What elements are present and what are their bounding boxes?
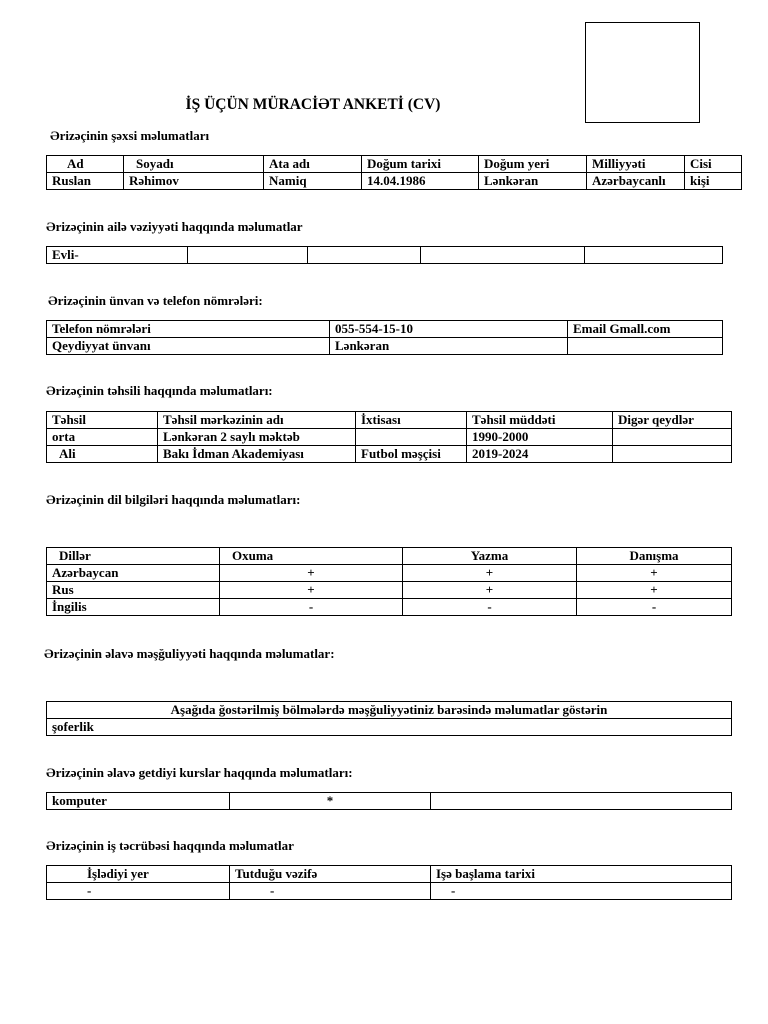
education-specialty: Futbol məşçisi [356,446,467,463]
value-milliyyeti: Azərbaycanlı [587,173,685,190]
language-writing: + [403,565,577,582]
language-writing: + [403,582,577,599]
value-ad: Ruslan [47,173,124,190]
table-row [47,599,732,616]
courses-table [46,792,732,810]
header-yazma: Yazma [403,548,577,565]
table-row [47,582,732,599]
education-notes [613,446,732,463]
header-ata-adi: Ata adı [264,156,362,173]
table-row [47,702,732,719]
experience-position: - [230,883,431,900]
header-tutdugu-vezife: Tutduğu vəzifə [230,866,431,883]
contact-heading: Ərizəçinin ünvan və telefon nömrələri: [48,293,263,308]
header-oxuma: Oxuma [220,548,403,565]
header-ad: Ad [47,156,124,173]
language-name: Rus [47,582,220,599]
family-cell [585,247,723,264]
table-row [47,793,732,810]
contact-table [46,320,723,355]
extra-work-heading: Ərizəçinin əlavə məşğuliyyəti haqqında məlumatlar: [44,646,335,661]
value-soyadi: Rəhimov [124,173,264,190]
header-dogum-tarixi: Doğum tarixi [362,156,479,173]
language-name: Azərbaycan [47,565,220,582]
table-header-row [47,412,732,429]
header-milliyyeti: Milliyyəti [587,156,685,173]
experience-table [46,865,732,900]
education-table [46,411,732,463]
experience-start-date: - [431,883,732,900]
contact-cell [568,338,723,355]
family-cell [421,247,585,264]
header-tehsil-merkezi: Təhsil mərkəzinin adı [158,412,356,429]
personal-heading: Ərizəçinin şəxsi məlumatları [50,128,210,143]
header-diger-qeydler: Digər qeydlər [613,412,732,429]
value-dogum-tarixi: 14.04.1986 [362,173,479,190]
extra-work-table [46,701,732,736]
header-dogum-yeri: Doğum yeri [479,156,587,173]
education-school: Bakı İdman Akademiyası [158,446,356,463]
language-speaking: + [577,565,732,582]
table-header-row [47,866,732,883]
extra-work-value: şoferlik [47,719,732,736]
experience-heading: Ərizəçinin iş təcrübəsi haqqında məlumatlar [46,838,294,853]
language-speaking: + [577,582,732,599]
education-period: 2019-2024 [467,446,613,463]
table-row [47,429,732,446]
header-tehsil: Təhsil [47,412,158,429]
course-cell [431,793,732,810]
header-cisi: Cisi [685,156,742,173]
education-specialty [356,429,467,446]
extra-work-instruction: Aşağıda ğostərilmiş bölmələrdə məşğuliyyətiniz barəsində məlumatlar göstərin [47,702,732,719]
table-row [47,173,742,190]
table-row [47,565,732,582]
table-header-row [47,548,732,565]
value-dogum-yeri: Lənkəran [479,173,587,190]
contact-label-phone: Telefon nömrələri [47,321,330,338]
experience-place: - [47,883,230,900]
language-reading: + [220,565,403,582]
table-row [47,883,732,900]
table-row [47,719,732,736]
header-diller: Dillər [47,548,220,565]
personal-table [46,155,742,190]
table-row [47,338,723,355]
family-cell [188,247,308,264]
table-row [47,446,732,463]
table-header-row [47,156,742,173]
page-title: İŞ ÜÇÜN MÜRACİƏT ANKETİ (CV) [185,96,441,113]
header-tehsil-muddeti: Təhsil müddəti [467,412,613,429]
education-level: Ali [47,446,158,463]
course-mark: * [230,793,431,810]
education-school: Lənkəran 2 saylı məktəb [158,429,356,446]
family-table [46,246,723,264]
education-level: orta [47,429,158,446]
header-ise-baslama: Işə başlama tarixi [431,866,732,883]
contact-email: Email Gmall.com [568,321,723,338]
contact-label-address: Qeydiyyat ünvanı [47,338,330,355]
table-row [47,247,723,264]
value-ata-adi: Namiq [264,173,362,190]
family-heading: Ərizəçinin ailə vəziyyəti haqqında məlumatlar [46,219,303,234]
language-reading: - [220,599,403,616]
contact-address: Lənkəran [330,338,568,355]
languages-table [46,547,732,616]
table-row [47,321,723,338]
contact-phone: 055-554-15-10 [330,321,568,338]
education-heading: Ərizəçinin təhsili haqqında məlumatları: [46,383,273,398]
header-isledi-yer: İşlədiyi yer [47,866,230,883]
header-danisma: Danışma [577,548,732,565]
education-notes [613,429,732,446]
header-soyadi: Soyadı [124,156,264,173]
language-name: İngilis [47,599,220,616]
value-cisi: kişi [685,173,742,190]
languages-heading: Ərizəçinin dil bilgiləri haqqında məlumatları: [46,492,301,507]
course-name: komputer [47,793,230,810]
family-cell [308,247,421,264]
language-speaking: - [577,599,732,616]
language-writing: - [403,599,577,616]
language-reading: + [220,582,403,599]
courses-heading: Ərizəçinin əlavə getdiyi kurslar haqqında məlumatları: [46,765,353,780]
header-ixtisasi: İxtisası [356,412,467,429]
education-period: 1990-2000 [467,429,613,446]
family-status: Evli- [47,247,188,264]
